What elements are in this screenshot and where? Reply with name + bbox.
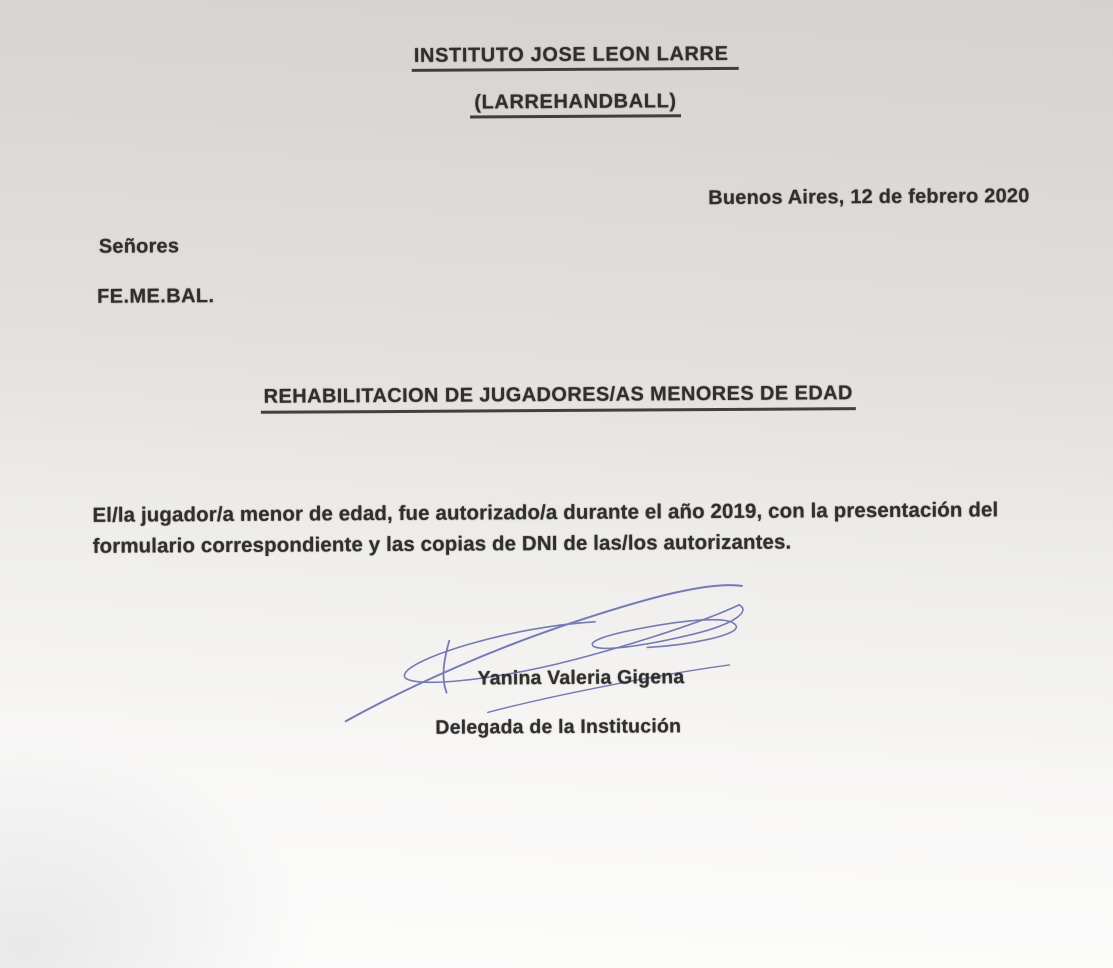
handwritten-signature	[337, 569, 766, 728]
letterhead	[19, 40, 1113, 121]
body-paragraph: El/la jugador/a menor de edad, fue autorizado/a durante el año 2019, con la presentación del formulario correspondiente y las copias de DNI de las/los autorizantes.	[92, 497, 999, 558]
institution-subtitle-row	[19, 87, 1113, 121]
signer-name: Yanina Valeria Gigena	[477, 666, 685, 690]
institution-title: INSTITUTO JOSE LEON LARRE	[412, 43, 739, 72]
dateline: Buenos Aires, 12 de febrero 2020	[708, 185, 1030, 210]
subject-row	[2, 381, 1113, 416]
recipient-organization: FE.ME.BAL.	[97, 285, 215, 308]
institution-subtitle: (LARREHANDBALL)	[470, 90, 680, 118]
subject-heading: REHABILITACION DE JUGADORES/AS MENORES DE EDAD	[261, 382, 856, 414]
recipient-salutation: Señores	[98, 235, 180, 258]
signer-role: Delegada de la Institución	[435, 715, 682, 739]
